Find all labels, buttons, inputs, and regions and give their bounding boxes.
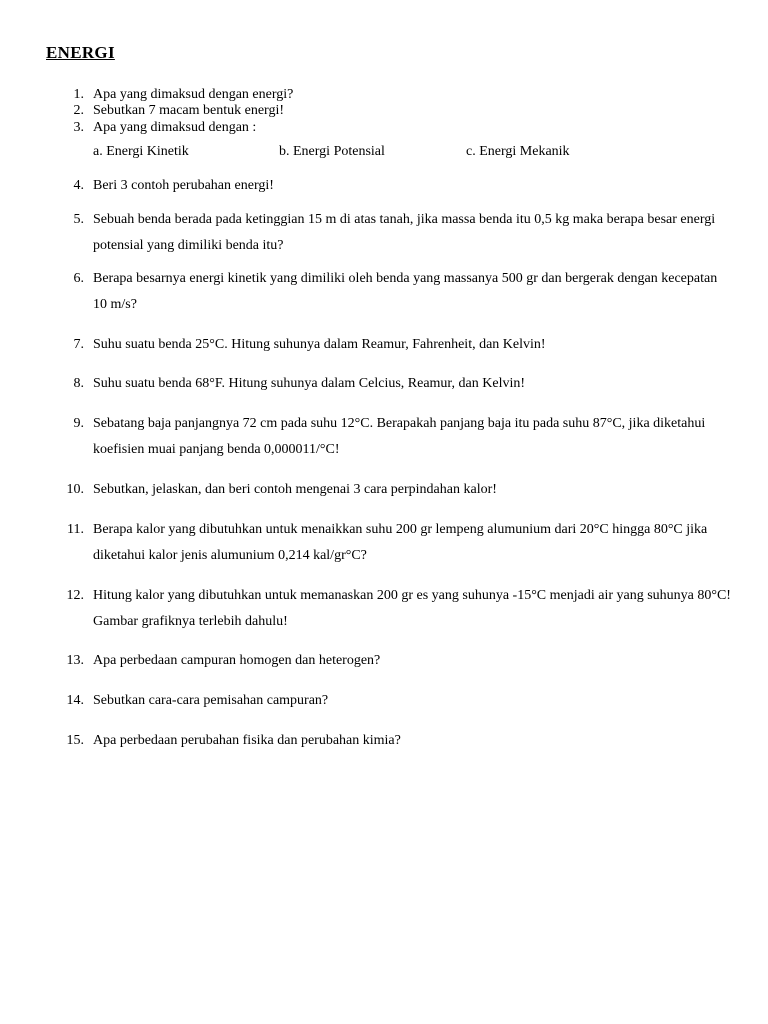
question-text: Berapa kalor yang dibutuhkan untuk menaikkan suhu 200 gr lempeng alumunium dari 20°C hingga 80°C jika diketahui kalor jenis alumunium 0,214 kal/gr°C? — [93, 522, 708, 563]
question-number: 12. — [66, 588, 84, 603]
question-text: Sebutkan 7 macam bentuk energi! — [93, 103, 285, 118]
subitem-energi-kinetik: a. Energi Kinetik — [93, 144, 189, 159]
question-text: Berapa besarnya energi kinetik yang dimiliki oleh benda yang massanya 500 gr dan bergerak dengan kecepatan 10 m/s? — [93, 271, 718, 312]
question-text: Suhu suatu benda 68°F. Hitung suhunya dalam Celcius, Reamur, dan Kelvin! — [93, 376, 526, 391]
document-title: ENERGI — [46, 43, 115, 62]
question-number: 7. — [73, 337, 84, 352]
question-text: Apa perbedaan campuran homogen dan heterogen? — [93, 653, 381, 668]
question-text: Hitung kalor yang dibutuhkan untuk memanaskan 200 gr es yang suhunya -15°C menjadi air yang suhunya 80°C! Gambar grafiknya terlebih dahulu! — [93, 588, 731, 629]
question-number: 15. — [66, 733, 84, 748]
question-number: 1. — [73, 87, 84, 102]
question-text: Suhu suatu benda 25°C. Hitung suhunya dalam Reamur, Fahrenheit, dan Kelvin! — [93, 337, 546, 352]
question-number: 10. — [66, 482, 84, 497]
question-number: 2. — [73, 103, 84, 118]
question-number: 13. — [66, 653, 84, 668]
question-number: 5. — [73, 212, 84, 227]
question-text: Sebuah benda berada pada ketinggian 15 m di atas tanah, jika massa benda itu 0,5 kg maka berapa besar energi potensial yang dimiliki benda itu? — [93, 212, 716, 253]
question-text: Apa perbedaan perubahan fisika dan perubahan kimia? — [93, 733, 401, 748]
question-text: Beri 3 contoh perubahan energi! — [93, 178, 274, 193]
question-text: Sebutkan, jelaskan, dan beri contoh mengenai 3 cara perpindahan kalor! — [93, 482, 497, 497]
question-text: Sebutkan cara-cara pemisahan campuran? — [93, 693, 329, 708]
question-number: 11. — [67, 522, 84, 537]
subitem-energi-potensial: b. Energi Potensial — [279, 144, 385, 159]
question-text: Apa yang dimaksud dengan : — [93, 120, 257, 135]
question-number: 8. — [73, 376, 84, 391]
question-number: 9. — [73, 416, 84, 431]
question-number: 6. — [73, 271, 84, 286]
question-number: 4. — [73, 178, 84, 193]
question-number: 3. — [73, 120, 84, 135]
subitem-energi-mekanik: c. Energi Mekanik — [466, 144, 570, 159]
question-number: 14. — [66, 693, 84, 708]
question-text: Sebatang baja panjangnya 72 cm pada suhu 12°C. Berapakah panjang baja itu pada suhu 87°C, jika diketahui koefisien muai panjang benda 0,000011/°C! — [93, 416, 706, 457]
question-text: Apa yang dimaksud dengan energi? — [93, 87, 294, 102]
